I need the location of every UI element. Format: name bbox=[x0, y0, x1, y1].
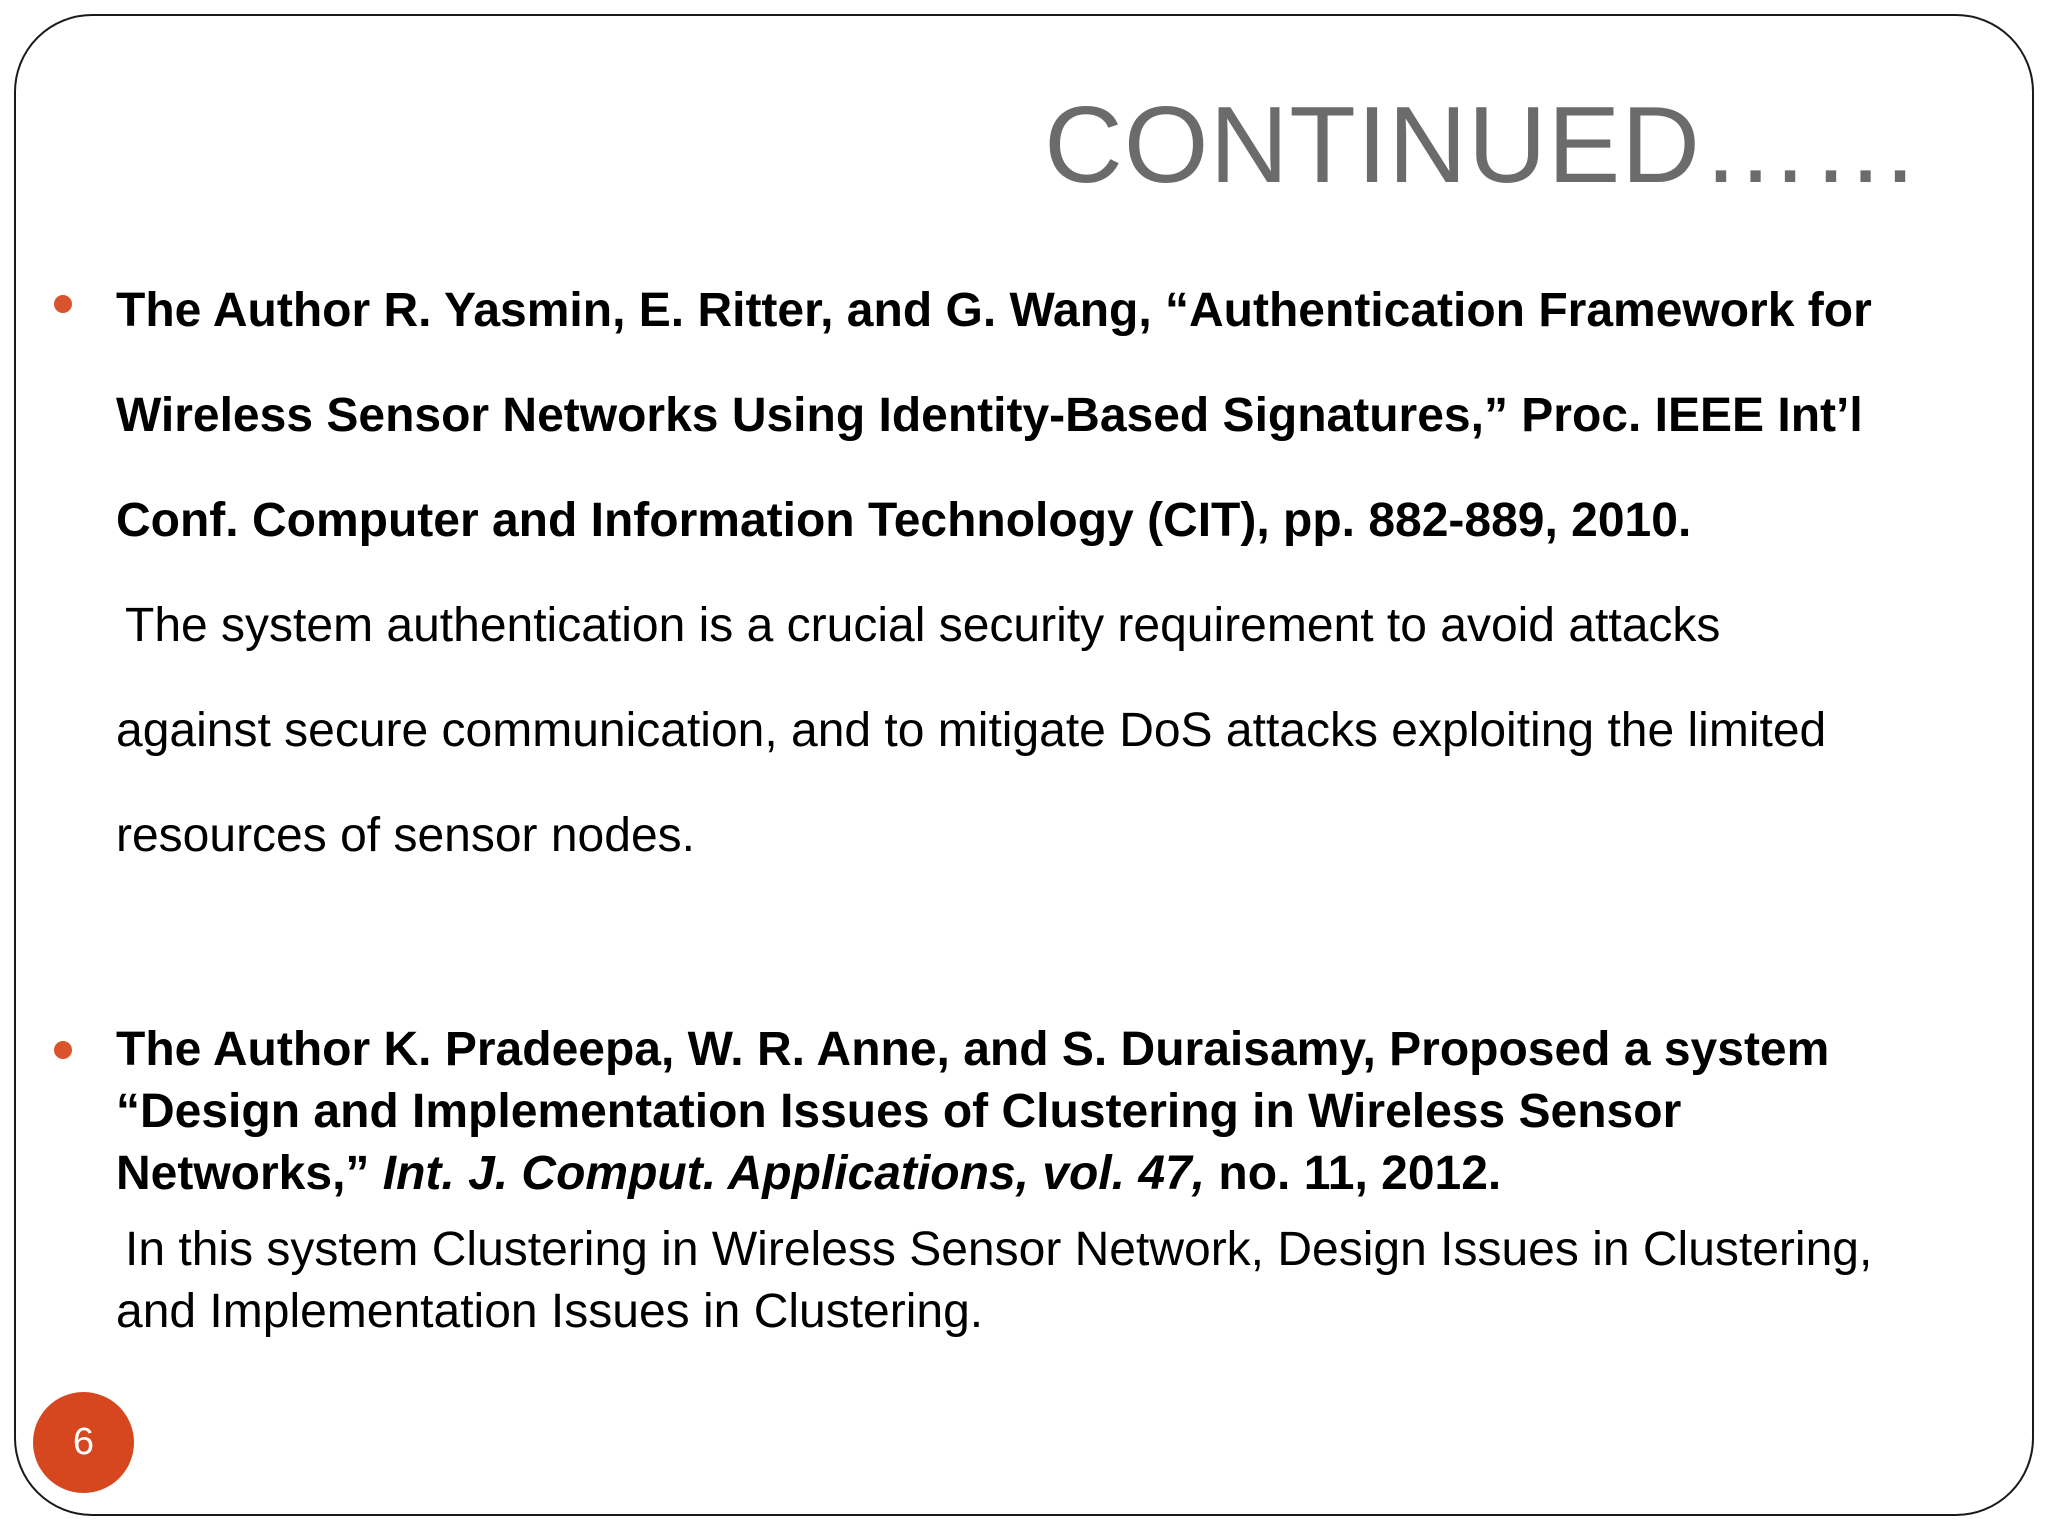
reference-item-1 bbox=[116, 258, 2011, 573]
reference-description-2 bbox=[116, 1219, 2011, 1343]
reference-line: “Design and Implementation Issues of Clustering in Wireless Sensor bbox=[116, 1085, 1682, 1138]
description-line: against secure communication, and to mitigate DoS attacks exploiting the limited bbox=[116, 704, 1827, 757]
reference-text: no. 11, 2012. bbox=[1205, 1147, 1502, 1200]
reference-description-1 bbox=[116, 573, 2011, 888]
reference-item-2 bbox=[116, 1019, 2011, 1205]
reference-line: Conf. Computer and Information Technology (CIT), pp. 882-889, 2010. bbox=[116, 494, 1692, 547]
journal-name: Int. J. Comput. Applications, vol. 47, bbox=[382, 1147, 1206, 1200]
reference-line: The Author K. Pradeepa, W. R. Anne, and S. Duraisamy, Proposed a system bbox=[116, 1023, 1830, 1076]
description-line: and Implementation Issues in Clustering. bbox=[116, 1285, 984, 1338]
reference-line: Wireless Sensor Networks Using Identity-Based Signatures,” Proc. IEEE Int’l bbox=[116, 389, 1863, 442]
description-line: In this system Clustering in Wireless Sensor Network, Design Issues in Clustering, bbox=[125, 1223, 1873, 1276]
bullet-icon bbox=[54, 295, 72, 313]
description-line: The system authentication is a crucial security requirement to avoid attacks bbox=[125, 599, 1721, 652]
description-line: resources of sensor nodes. bbox=[116, 809, 695, 862]
page-number-badge: 6 bbox=[33, 1392, 134, 1493]
reference-line: The Author R. Yasmin, E. Ritter, and G. Wang, “Authentication Framework for bbox=[116, 284, 1872, 337]
bullet-icon bbox=[54, 1041, 72, 1059]
reference-line bbox=[116, 1143, 2011, 1205]
reference-text: Networks,” bbox=[116, 1147, 383, 1200]
slide-title: CONTINUED…… bbox=[1044, 84, 1921, 206]
